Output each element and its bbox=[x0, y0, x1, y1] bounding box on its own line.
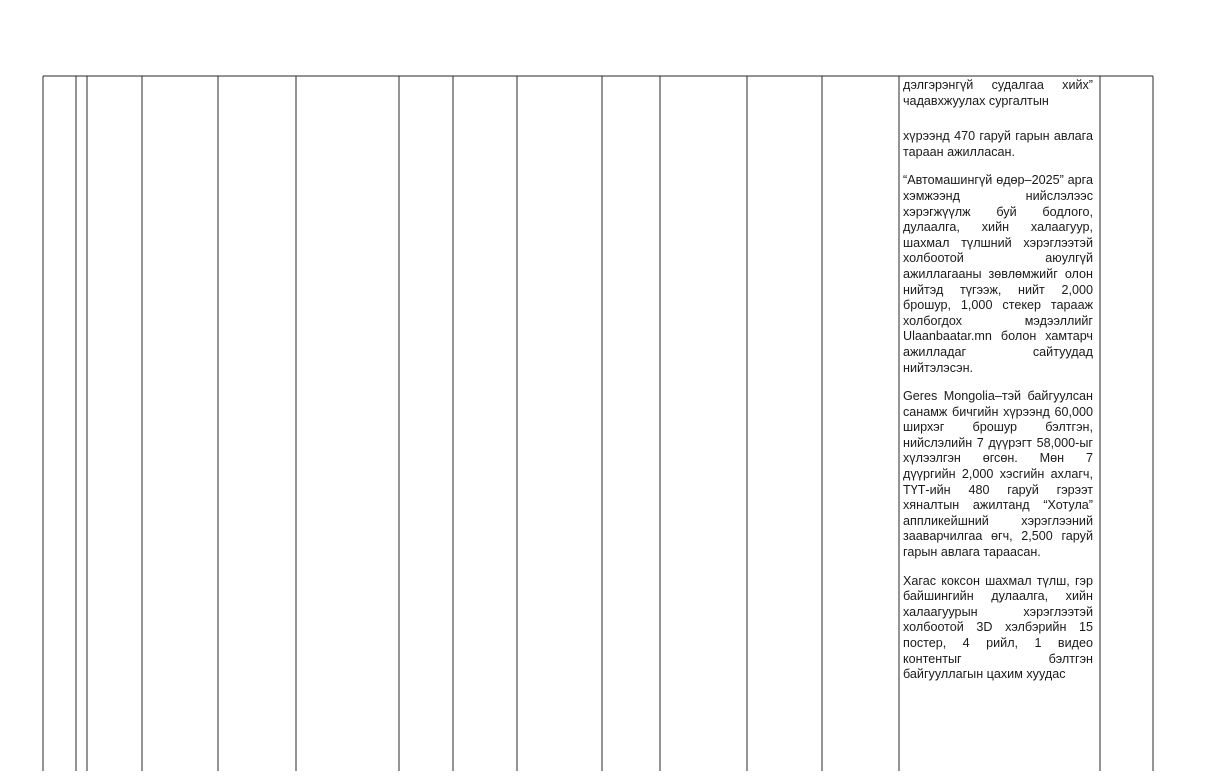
paragraph-1: дэлгэрэнгүй судалгаа хийх” чадавхжуулах сургалтын bbox=[903, 78, 1093, 108]
paragraph-4: Geres Mongolia–тэй байгуулсан санамж бичгийн хүрээнд 60,000 ширхэг брошур бэлтгэн, нийслэлийн 7 дүүрэгт 58,000-ыг хүлээлгэн өгсөн. Мөн 7 дүүргийн 2,000 хэсгийн ахлагч, ТҮТ-ийн 480 гаруй гэрээт хяналтын ажилтанд “Хотула” аппликейшний хэрэглээний зааварчилгаа өгч, 2,500 гаруй гарын авлага тараасан. bbox=[903, 389, 1093, 560]
paragraph-3: “Автомашингүй өдөр–2025” арга хэмжээнд нийслэлээс хэрэгжүүлж буй бодлого, дулаалга, хийн халаагуур, шахмал түлшний хэрэглээтэй холбоотой аюулгүй ажиллагааны зөвлөмжийг олон нийтэд түгээж, нийт 2,000 брошур, 1,000 стекер тарааж холбогдох мэдээллийг Ulaanbaatar.mn болон хамтарч ажилладаг сайтуудад нийтэлэсэн. bbox=[903, 173, 1093, 375]
paragraph-2: хүрээнд 470 гаруй гарын авлага тараан ажилласан. bbox=[903, 129, 1093, 159]
paragraph-5: Хагас коксон шахмал түлш, гэр байшингийн дулаалга, хийн халаагуурын хэрэглээтэй холбоотой 3D хэлбэрийн 15 постер, 4 рийл, 1 видео контентыг бэлтгэн байгууллагын цахим хуудас bbox=[903, 573, 1093, 682]
report-cell-text bbox=[903, 78, 1093, 696]
